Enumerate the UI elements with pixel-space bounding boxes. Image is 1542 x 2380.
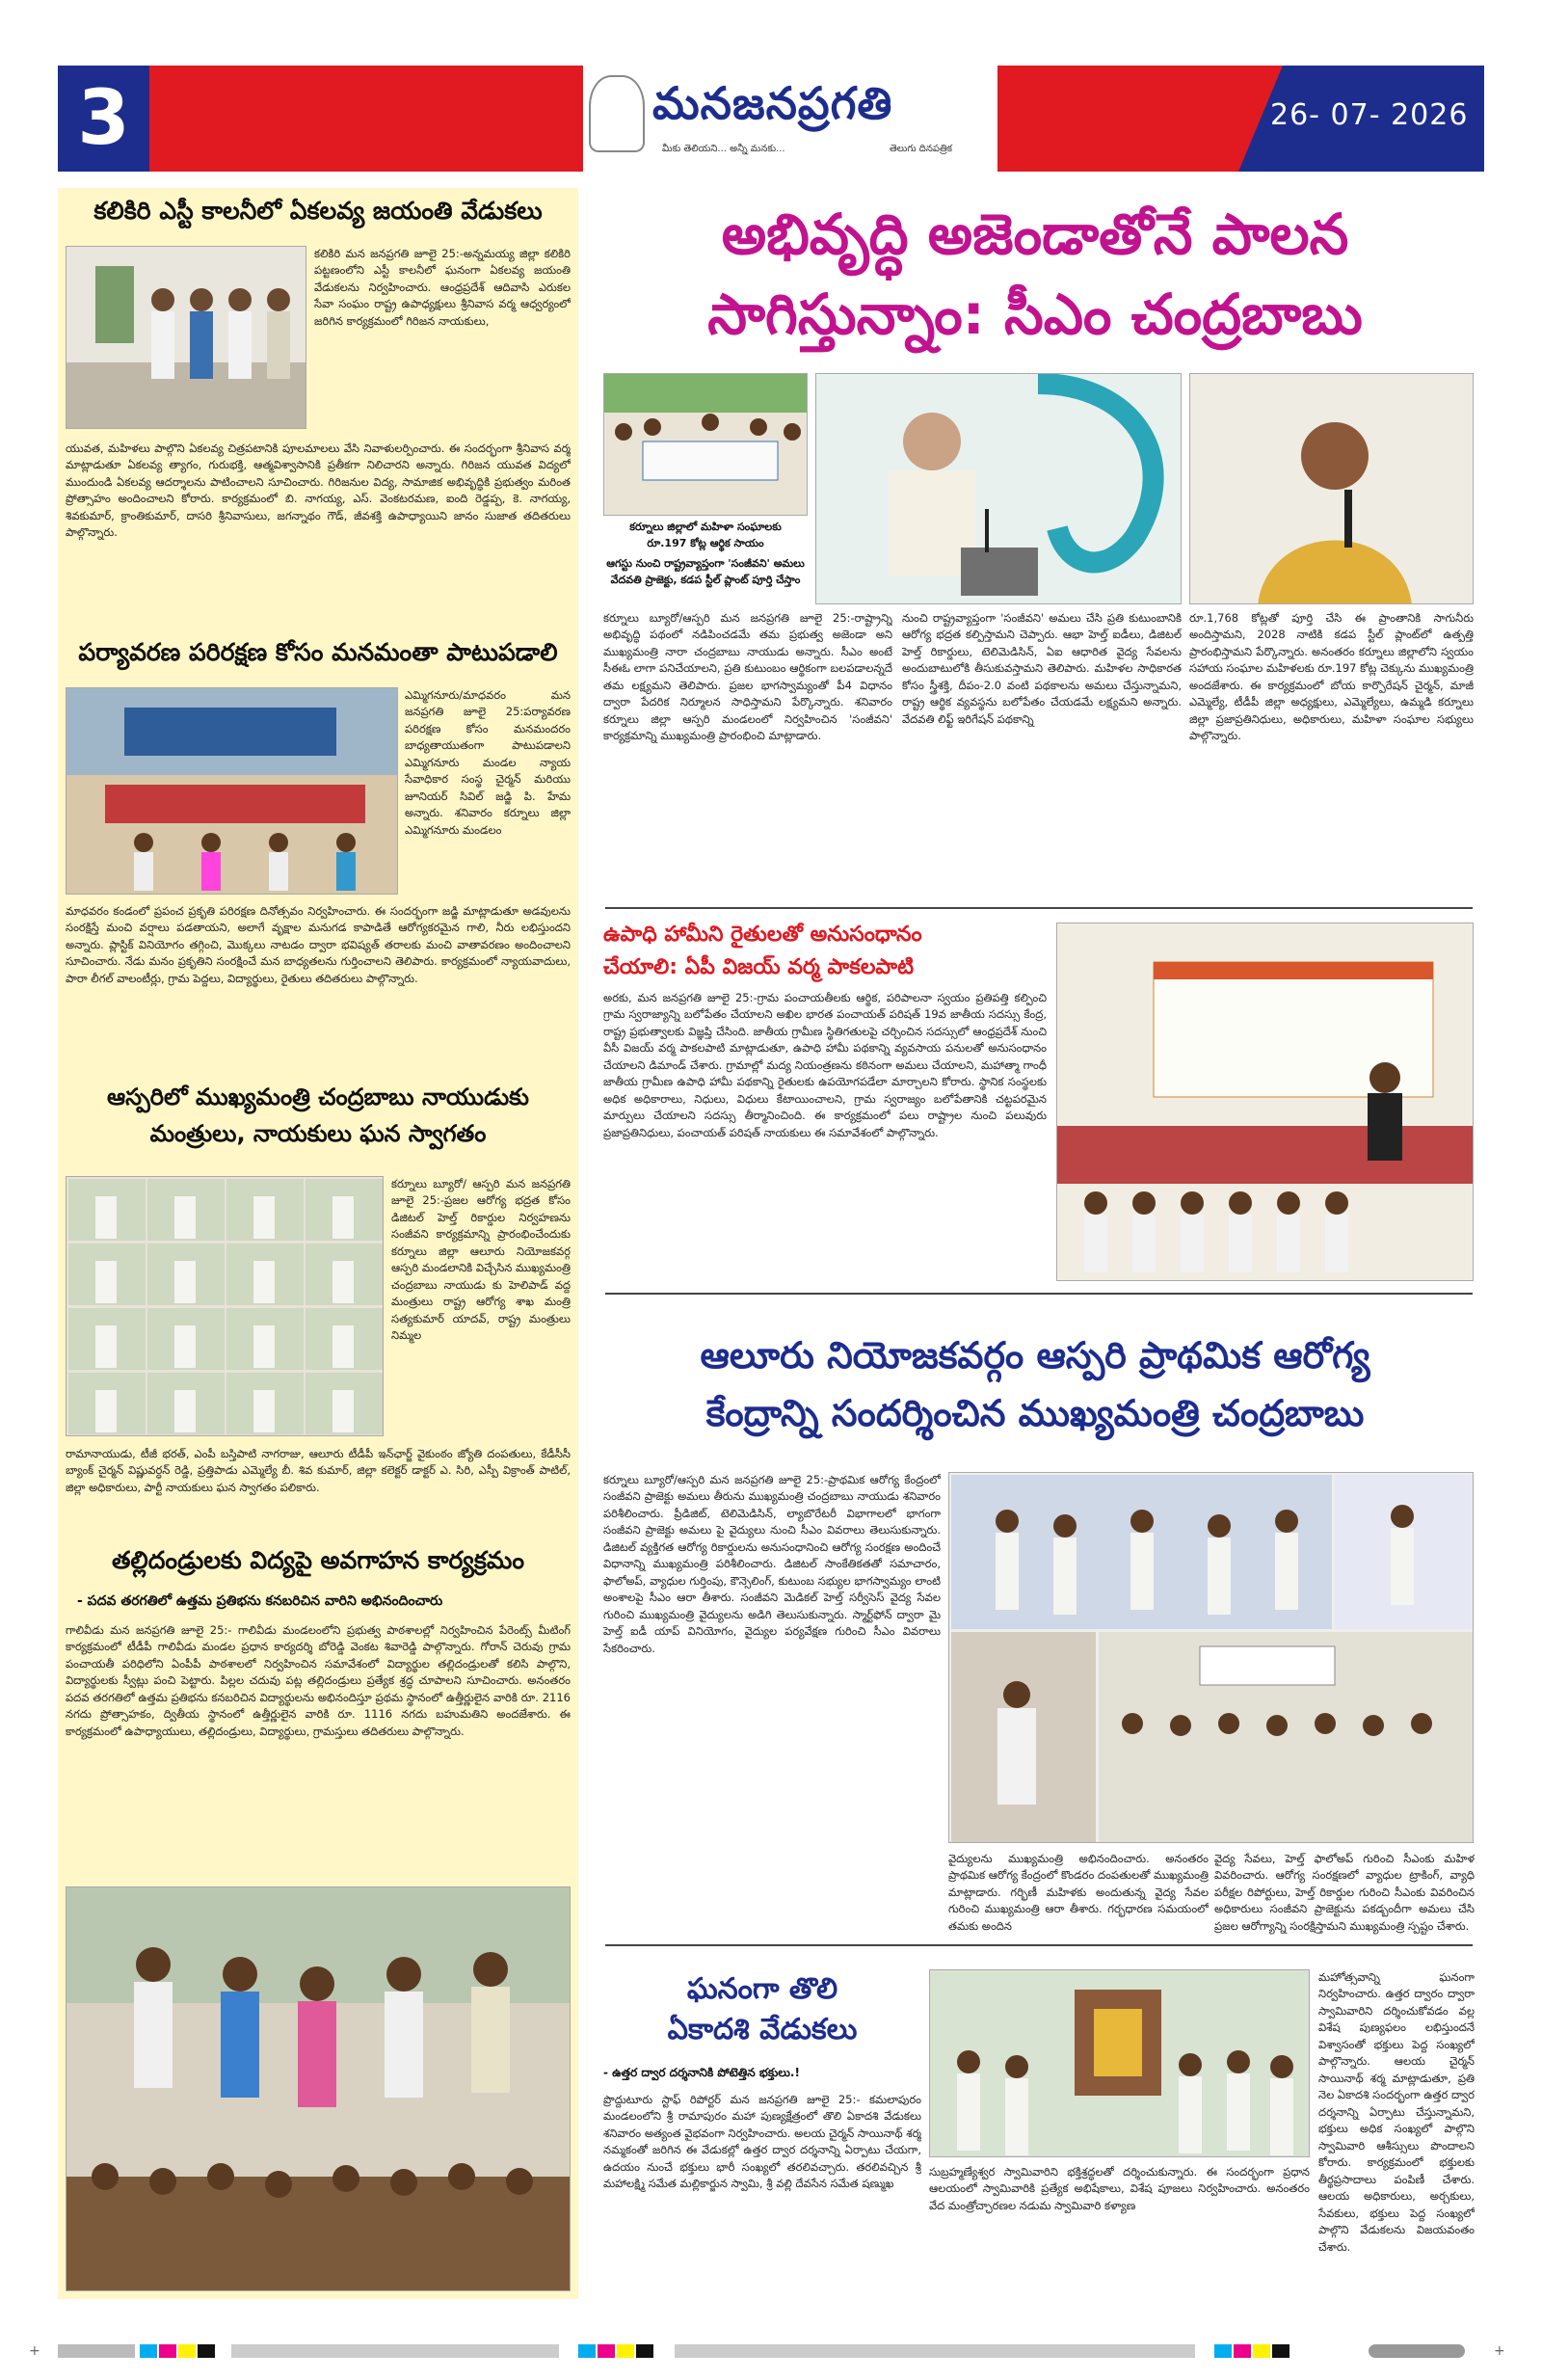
print-registration-strip	[0, 2342, 1542, 2362]
ekalavya-jayanti-photo	[66, 246, 306, 429]
panchayat-conference-photo	[1056, 923, 1474, 1281]
upadhi-headline-line1: ఉపాధి హామీని రైతులతో అనుసంధానం	[603, 923, 922, 947]
paryavarana-photo-illustration	[66, 688, 398, 895]
aspari-welcome-photo-grid	[66, 1176, 384, 1436]
logo-emblem-icon	[589, 75, 645, 152]
parents-meeting-photo	[66, 1886, 571, 2291]
reg-color-yellow-2	[617, 2344, 634, 2358]
story-aspari-body-bottom: రామానాయుడు, టీజీ భరత్, ఎంపీ బస్తిపాటి నాగరాజు, ఆలూరు టీడీపీ ఇన్‌ఛార్జ్ వైకుంఠం జ్యోతి దంపతులు, కేడీసీసీ బ్యాంక్ చైర్మన్ విష్ణువర్ధన్ రెడ్డి, ప్రత్తిపాడు ఎమ్మెల్యే బీ. శివ కుమార్, జిల్లా కలెక్టర్ డాక్టర్ ఎ. సిరి, ఎస్పీ విక్రాంత్ పాటిల్, జిల్లా అధికారులు, పార్టీ నాయకులు ఘన స్వాగతం పలికారు.	[66, 1447, 571, 1494]
upadhi-headline-line2: చేయాలి: ఏపీ విజయ్ వర్మ పాకలపాటి	[603, 955, 915, 979]
reg-color-black-2	[636, 2344, 653, 2358]
photo1-caption-line3: ఆగస్టు నుంచి రాష్ట్రవ్యాప్తంగా 'సంజీవని' అమలు	[606, 557, 805, 570]
reg-color-magenta-3	[1234, 2344, 1251, 2358]
story-paryavarana-headline: పర్యావరణ పరిరక్షణ కోసం మనమంతా పాటుపడాలి	[78, 638, 558, 666]
reg-color-cyan-2	[578, 2344, 596, 2358]
reg-dots	[1369, 2344, 1465, 2358]
hospital-visit-photo-collage	[948, 1472, 1474, 1843]
masthead-red-band-left	[149, 66, 583, 172]
story-kalikiri-body-top: కలికిరి మన జనప్రగతి జూలై 25:-అన్నమయ్య జిల్లా కలికిరి పట్టణంలోని ఎస్టీ కాలనీలో ఘనంగా ఏకలవ్య జయంతి వేడుకలను నిర్వహించారు. ఆంధ్రప్రదేశ్ ఆదివాసి ఎరుకల సేవా సంఘం రాష్ట్ర ఉపాధ్యక్షులు శ్రీనివాస వర్మ ఆధ్వర్యంలో జరిగిన కార్యక్రమంలో గిరిజన నాయకులు,	[314, 247, 571, 328]
aluru-story-body-bottom-right: వైద్య సేవలు, హెల్త్ ఫాలోఅప్ గురించి సీఎంకు మహిళ వివరించారు. ఆరోగ్య సంరక్షణలో వ్యాధుల ట్రాకింగ్, వ్యాధి పరీక్షల రిపోర్టులు, హెల్త్ రికార్డుల గురించి సీఎంకు వివరించిన అధికారులు సంజీవని ప్రాజెక్టును పకడ్బందీగా అమలు చేసి ప్రజల ఆరోగ్యాన్ని సంరక్షిస్తామని ముఖ్యమంత్రి స్పష్టం చేశారు.	[1214, 1852, 1475, 1933]
ekadashi-body-left: ప్రొద్దుటూరు స్టాఫ్ రిపోర్టర్ మన జనప్రగతి జూలై 25:- కమలాపురం మండలంలోని శ్రీ రామాపురం మహా పుణ్యక్షేత్రంలో తొలి ఏకాదశి వేడుకలు శనివారం అత్యంత వైభవంగా నిర్వహించారు. అలయ చైర్మన్ సాయినాథ్ శర్మ నమ్మకంతో జరిగిన ఈ వేడుకల్లో ఉత్తర ద్వార దర్శనాన్ని ఏర్పాటు చేయగా, ఉదయం నుంచే భక్తులు భారీ సంఖ్యలో తరలివచ్చారు. తరలివచ్చిన శ్రీ మహాలక్ష్మి సమేత మల్లికార్జున స్వామి, శ్రీ వల్లి దేవసేన సమేత షణ్ముఖ	[603, 2093, 921, 2191]
reg-gray-bar-mid	[231, 2344, 559, 2358]
ekadashi-body-mid: సుబ్రహ్మణ్యేశ్వర స్వామివారిని భక్తిశ్రద్ధలతో దర్శించుకున్నారు. ఈ సందర్భంగా ప్రధాన ఆలయంలో స్వామివారికి ప్రత్యేక అభిషేకాలు, విశేష పూజలు నిర్వహించారు. అనంతరం వేద మంత్రోచ్ఛారణల నడుమ స్వామివారి కళ్యాణ	[929, 2165, 1310, 2212]
photo1-caption-line4: వేదవతి ప్రాజెక్టు, కడప స్టీల్ ప్లాంట్ పూర్తి చేస్తాం	[610, 574, 801, 586]
logo-tagline-left: మీకు తెలియని... అన్నీ మనకు...	[662, 144, 785, 154]
photo1-caption-line1: కర్నూలు జిల్లాలో మహిళా సంఘాలకు	[629, 521, 782, 533]
story-parents-subline: - పదవ తరగతిలో ఉత్తమ ప్రతిభను కనబరిచిన వారిని అభినందించారు	[77, 1593, 443, 1609]
aluru-story-body-bottom-left: వైద్యులను ముఖ్యమంత్రి అభినందించారు. అనంతరం ప్రాథమిక ఆరోగ్య కేంద్రంలో కొండరం దంపతులతో ముఖ్యమంత్రి మాట్లాడారు. గర్భిణీ మహిళకు అందుతున్న వైద్య సేవల గురించి ముఖ్యమంత్రి ఆరా తీశారు. గర్భధారణ సమయంలో తమకు అందిన	[948, 1852, 1209, 1933]
photo1-caption-line2: రూ.197 కోట్ల ఆర్థిక సాయం	[647, 537, 764, 549]
reg-mark-left: +	[29, 2343, 40, 2359]
newspaper-logo	[583, 67, 997, 170]
woman-speaker-illustration	[1190, 374, 1474, 604]
logo-tagline-right: తెలుగు దినపత్రిక	[890, 144, 953, 154]
reg-mark-right: +	[1494, 2343, 1505, 2359]
cheque-handover-photo	[603, 373, 808, 516]
aluru-headline-line1: ఆలూరు నియోజకవర్గం ఆస్పరి ప్రాథమిక ఆరోగ్య	[700, 1334, 1370, 1377]
main-headline-line2: సాగిస్తున్నాం: సీఎం చంద్రబాబు	[707, 281, 1363, 347]
reg-color-black	[198, 2344, 215, 2358]
conference-illustration	[1057, 923, 1474, 1281]
reg-color-magenta-2	[598, 2344, 615, 2358]
hospital-collage-illustration	[949, 1473, 1474, 1843]
ekalavya-photo-illustration	[66, 247, 306, 429]
aluru-story-body-top: కర్నూలు బ్యూరో/ఆస్పరి మన జనప్రగతి జూలై 25:-ప్రాథమిక ఆరోగ్య కేంద్రంలో సంజీవని ప్రాజెక్టు అమలు తీరును ముఖ్యమంత్రి చంద్రబాబు నాయుడు శనివారం పరిశీలించారు. ప్రీడిజిట్, టెలిమెడిసిన్, ల్యాబొరేటరీ విభాగాలలో భాగంగా సంజీవని ప్రాజెక్టు అమలు పై వైద్యులు నుంచి సీఎం వివరాలు తెలుసుకున్నారు. డిజిటల్ వ్యక్తిగత ఆరోగ్య రికార్డులను అనుసంధానించి ఆరోగ్య సంరక్షణ అందించే విధానాన్ని ముఖ్యమంత్రి పరిశీలించారు. డిజిటల్ సాంకేతికతతో సమాచారం, ఫాలోఅప్, వ్యాధుల గుర్తింపు, కౌన్సెలింగ్, కుటుంబ సభ్యుల భాగస్వామ్యం లాంటి అంశాలపై సీఎం ఆరా తీశారు. సంజీవని మెడికల్ హెల్త్ సర్వీసెస్ వైద్య సేవల గురించి ముఖ్యమంత్రి వైద్యులను అడిగి తెలుసుకున్నారు. స్మార్ట్‌ఫోన్ ద్వారా మై హెల్త్ ఐడీ యాప్ వినియోగం, వైద్యుల పర్యవేక్షణ గురించి సీఎం వివరాలు సేకరించారు.	[603, 1473, 941, 1655]
section-divider-3	[605, 1944, 1473, 1946]
cheque-photo-illustration	[604, 374, 808, 516]
reg-gray-bar-right	[675, 2344, 1195, 2358]
reg-color-magenta	[159, 2344, 176, 2358]
temple-illustration	[930, 1970, 1310, 2157]
story-paryavarana-body-top: ఎమ్మిగనూరు/మాధవరం మన జనప్రగతి జూలై 25:పర్యావరణ పరిరక్షణ కోసం మనమందరం బాధ్యతాయుతంగా పాటుపడాలని ఎమ్మిగనూరు మండల న్యాయ సేవాధికార సంస్థ చైర్మన్ మరియు జూనియర్ సివిల్ జడ్జి పి. హేమ అన్నారు. శనివారం కర్నూలు జిల్లా ఎమ్మిగనూరు మండలం	[405, 688, 571, 837]
main-story-col1: కర్నూలు బ్యూరో/ఆస్పరి మన జనప్రగతి జూలై 25:-రాష్ట్రాన్ని అభివృద్ధి పథంలో నడిపించడమే తమ ప్రభుత్వ అజెండా అని ముఖ్యమంత్రి నారా చంద్రబాబు నాయుడు అన్నారు. సీఎం అంటే సీఈఓ లాగా పనిచేయాలని, ప్రతి కుటుంబం ఆర్థికంగా బలపడాలన్నదే తమ లక్ష్యమని తెలిపారు. ప్రజల భాగస్వామ్యంతో పీ4 విధానం ద్వారా పేదరిక నిర్మూలన సాధిస్తామని పేర్కొన్నారు. శనివారం కర్నూలు జిల్లా ఆస్పరి మండలంలో నిర్వహించిన 'సంజీవని' కార్యక్రమాన్ని ముఖ్యమంత్రి ప్రారంభించి మాట్లాడారు.	[603, 611, 892, 743]
ekadashi-headline-line1: ఘనంగా తొలి	[686, 1972, 838, 2006]
reg-color-black-3	[1272, 2344, 1289, 2358]
story-parents-body: గాలివీడు మన జనప్రగతి జూలై 25:- గాలివీడు మండలంలోని ప్రభుత్వ పాఠశాలల్లో నిర్వహించిన పేరెంట్స్ మీటింగ్ కార్యక్రమంలో టీడీపీ గాలివీడు మండల ప్రధాన కార్యదర్శి బోరెడ్డి వెంకట శివారెడ్డి పాల్గొన్నారు. గోరాన్ చెరువు గ్రామ పంచాయతీ పరిధిలోని ఏంపీపీ పాఠశాలలో నిర్వహించిన సమావేశంలో విద్యార్థుల తల్లిదండ్రులతో కలిసి పాల్గొని, విద్యార్థులకు స్వీట్లు పంచి పెట్టారు. పిల్లల చదువు పట్ల తల్లిదండ్రులు ప్రత్యేక శ్రద్ధ చూపాలని సూచించారు. అనంతరం పదవ తరగతిలో ఉత్తమ ప్రతిభను కనబరిచిన విద్యార్థులను అభినందిస్తూ ప్రథమ స్థానంలో ఉత్తీర్ణులైన వారికి రూ. 2116 నగదు ప్రోత్సాహకం, ద్వితీయ స్థానంలో ఉత్తీర్ణులైన వారికి రూ. 1116 నగదు బహుమతిని అందజేశారు. ఈ కార్యక్రమంలో ఉపాధ్యాయులు, తల్లిదండ్రులు, విద్యార్థులు, గ్రామస్తులు తదితరులు పాల్గొన్నారు.	[66, 1623, 571, 1738]
ekadashi-temple-photo	[929, 1969, 1310, 2157]
main-headline-line1: అభివృద్ధి అజెండాతోనే పాలన	[721, 201, 1349, 267]
main-story-col2: నుంచి రాష్ట్రవ్యాప్తంగా 'సంజీవని' అమలు చేసి ప్రతి కుటుంబానికి ఆరోగ్య భద్రత కల్పిస్తామని చెప్పారు. ఆభా హెల్త్ ఐడీలు, డిజిటల్ హెల్త్ రికార్డులు, టెలిమెడిసిన్, ఏఐ ఆధారిత వైద్య సేవలను అందుబాటులోకి తీసుకువస్తామని తెలిపారు. మహిళల సాధికారత కోసం స్త్రీశక్తి, దీపం-2.0 వంటి పథకాలను అమలు చేస్తున్నామని, రాష్ట్ర ఆర్థిక వ్యవస్థను బలోపేతం చేయడమే లక్ష్యమని అన్నారు. వేదవతి లిఫ్ట్ ఇరిగేషన్ పథకాన్ని	[902, 611, 1182, 726]
story-kalikiri-body-bottom: యువత, మహిళలు పాల్గొని ఏకలవ్య చిత్రపటానికి పూలమాలలు వేసి నివాళులర్పించారు. ఈ సందర్భంగా శ్రీనివాస వర్మ మాట్లాడుతూ ఏకలవ్య త్యాగం, గురుభక్తి, ఆత్మవిశ్వాసానికి ప్రతీకగా నిలిచారని అన్నారు. గిరిజన యువత విద్యలో ముందుండి ఏకలవ్య ఆదర్శాలను పాటించాలని సూచించారు. గిరిజనుల విద్య, సామాజిక అభివృద్ధికి ప్రభుత్వం మరింత ప్రోత్సాహం అందించాలని కోరారు. కార్యక్రమంలో బి. నాగయ్య, ఎస్. వెంకటరమణ, ఐంది రెడ్డప్ప, కె. నాగయ్య, శివకుమార్, క్రాంతికుమార్, దాసరి శ్రీనివాసులు, జగన్నాథం గౌడ్, జీవశక్తి ఉపాధ్యాయిని జానం సుజాత తదితరులు పాల్గొన్నారు.	[66, 441, 571, 540]
reg-gray-bar-left	[58, 2344, 135, 2358]
woman-speaker-photo	[1189, 373, 1474, 604]
paryavarana-photo	[66, 687, 398, 895]
story-aspari-headline-line1: ఆస్పరిలో ముఖ్యమంత్రి చంద్రబాబు నాయుడుకు	[107, 1083, 529, 1110]
cm-speaking-illustration	[816, 374, 1182, 604]
parents-meeting-illustration	[66, 1887, 571, 2291]
story-kalikiri-headline: కలికిరి ఎస్టీ కాలనీలో ఏకలవ్య జయంతి వేడుకలు	[93, 197, 543, 225]
ekadashi-headline-line2: ఏకాదశి వేడుకలు	[667, 2013, 858, 2046]
masthead	[0, 0, 1542, 183]
aspari-photo-grid-illustration	[66, 1177, 384, 1436]
logo-text: మనజనప్రగతి	[652, 77, 893, 129]
story-aspari-body-top: కర్నూలు బ్యూరో/ ఆస్పరి మన జనప్రగతి జూలై 25:-ప్రజల ఆరోగ్య భద్రత కోసం డిజిటల్ హెల్త్ రికార్డుల నిర్వహణను సంజీవని కార్యక్రమాన్ని ప్రారంభించేందుకు కర్నూలు జిల్లా ఆలూరు నియోజకవర్గ ఆస్పరి మండలానికి విచ్చేసిన ముఖ్యమంత్రి చంద్రబాబు నాయుడు కు హెలిపాడ్ వద్ద మంత్రులు రాష్ట్ర ఆరోగ్య శాఖ మంత్రి సత్యకుమార్ యాదవ్, రాష్ట్ర మంత్రులు నిమ్మల	[391, 1177, 571, 1343]
story-paryavarana-body-bottom: మాధవరం కండంలో ప్రపంచ ప్రకృతి పరిరక్షణ దినోత్సవం నిర్వహించారు. ఈ సందర్భంగా జడ్జి మాట్లాడుతూ అడవులను సంరక్షిస్తే మంచి వర్షాలు పడతాయని, అలాగే వృక్షాల మనుగడ కాపాడితే ఆరోగ్యకరమైన గాలి, నీరు లభిస్తుందని అన్నారు. ప్లాస్టిక్ వినియోగం తగ్గించి, మొక్కలు నాటడం ద్వారా భవిష్యత్ తరాలకు మంచి వాతావరణం అందించాలని సూచించారు. నేడు మనం ప్రకృతిని సంరక్షించే మన బాధ్యతలను గుర్తించాలని తెలిపారు. కార్యక్రమంలో న్యాయవాదులు, పారా లీగల్ వాలంటీర్లు, గ్రామ పెద్దలు, విద్యార్థులు, రైతులు తదితరులు పాల్గొన్నారు.	[66, 904, 571, 985]
upadhi-story-body: అరకు, మన జనప్రగతి జూలై 25:-గ్రామ పంచాయతీలకు ఆర్థిక, పరిపాలనా స్వయం ప్రతిపత్తి కల్పించి గ్రామ స్వరాజ్యాన్ని బలోపేతం చేయాలని అఖిల భారత పంచాయత్ పరిషత్ 19వ జాతీయ సదస్సు కేంద్ర, రాష్ట్ర ప్రభుత్వాలకు విజ్ఞప్తి చేసింది. జాతీయ గ్రామీణ స్థితిగతులపై చర్చించిన సదస్సులో ఆంధ్రప్రదేశ్ నుంచి వీసీ విజయ్ వర్మ పాకలపాటి మాట్లాడుతూ, ఉపాధి హామీ పథకాన్ని వ్యవసాయ పనులతో అనుసంధానం చేయాలని డిమాండ్ చేశారు. గ్రామాల్లో మద్య నియంత్రణను కఠినంగా అమలు చేయాలని, మహాత్మా గాంధీ జాతీయ గ్రామీణ ఉపాధి హామీ పథకాన్ని రైతులకు ఉపయోగపడేలా మార్చాలని కోరారు. స్థానిక సంస్థలకు అధిక అధికారాలు, నిధులు, విధులు కేటాయించాలని, గ్రామ స్వరాజ్యం బలోపేతానికి చట్టపరమైన మార్పులు చేయాలని సదస్సు తీర్మానించింది. ఈ కార్యక్రమంలో పలు రాష్ట్రాల నుంచి పలువురు ప్రజాప్రతినిధులు, పంచాయత్ పరిషత్ నాయకులు ఈ సమావేశంలో పాల్గొన్నారు.	[603, 991, 1047, 1139]
ekadashi-subline: - ఉత్తర ద్వార దర్శనానికి పోటెత్తిన భక్తులు.!	[603, 2066, 800, 2079]
issue-date: 26- 07- 2026	[1270, 98, 1469, 132]
cm-speaking-photo	[815, 373, 1182, 604]
story-parents-headline: తల్లిదండ్రులకు విద్యపై అవగాహన కార్యక్రమం	[111, 1546, 524, 1574]
page-number: 3	[58, 66, 149, 172]
section-divider-1	[605, 907, 1473, 909]
reg-color-yellow	[178, 2344, 196, 2358]
story-aspari-headline-line2: మంత్రులు, నాయకులు ఘన స్వాగతం	[149, 1120, 487, 1147]
main-story-col3: రూ.1,768 కోట్లతో పూర్తి చేసి ఈ ప్రాంతానికి సాగునీరు అందిస్తామని, 2028 నాటికి కడప స్టీల్ ప్లాంట్‌లో ఉత్పత్తి ప్రారంభిస్తామని పేర్కొన్నారు. అనంతరం కర్నూలు జిల్లాలోని స్వయం సహాయ సంఘాల మహిళలకు రూ.197 కోట్ల చెక్కును ముఖ్యమంత్రి అందజేశారు. ఈ కార్యక్రమంలో బోయ కార్పొరేషన్ చైర్మన్, మాజీ ఎమ్మెల్యే, టీడీపీ జిల్లా అధ్యక్షులు, ఎమ్మెల్యేలు, ఉమ్మడి కర్నూలు జిల్లా ప్రజాప్రతినిధులు, అధికారులు, మహిళా సంఘాల సభ్యులు పాల్గొన్నారు.	[1189, 611, 1474, 743]
aluru-headline-line2: కేంద్రాన్ని సందర్శించిన ముఖ్యమంత్రి చంద్రబాబు	[705, 1392, 1365, 1434]
right-column	[586, 188, 1484, 2299]
reg-color-yellow-3	[1253, 2344, 1270, 2358]
reg-color-cyan-3	[1214, 2344, 1232, 2358]
reg-color-cyan	[140, 2344, 157, 2358]
ekadashi-body-right: మహోత్సవాన్ని ఘనంగా నిర్వహించారు. ఉత్తర ద్వారం ద్వారా స్వామివారిని దర్శించుకోవడం వల్ల విశేష పుణ్యఫలం లభిస్తుందనే విశ్వాసంతో భక్తులు పెద్ద సంఖ్యలో పాల్గొన్నారు. ఆలయ చైర్మన్ సాయినాథ్ శర్మ మాట్లాడుతూ, ప్రతి నెల ఏకాదశి సందర్భంగా ఉత్తర ద్వార దర్శనాన్ని ఏర్పాటు చేస్తున్నామని, భక్తులు అధిక సంఖ్యలో పాల్గొని స్వామివారి ఆశీస్సులు పొందాలని కోరారు. కార్యక్రమంలో భక్తులకు తీర్థప్రసాదాలు పంపిణీ చేశారు. ఆలయ అధికారులు, అర్చకులు, సేవకులు, భక్తులు పెద్ద సంఖ్యలో పాల్గొని వేడుకలను విజయవంతం చేశారు.	[1318, 1970, 1475, 2254]
section-divider-2	[605, 1293, 1473, 1295]
left-column	[58, 188, 578, 2299]
